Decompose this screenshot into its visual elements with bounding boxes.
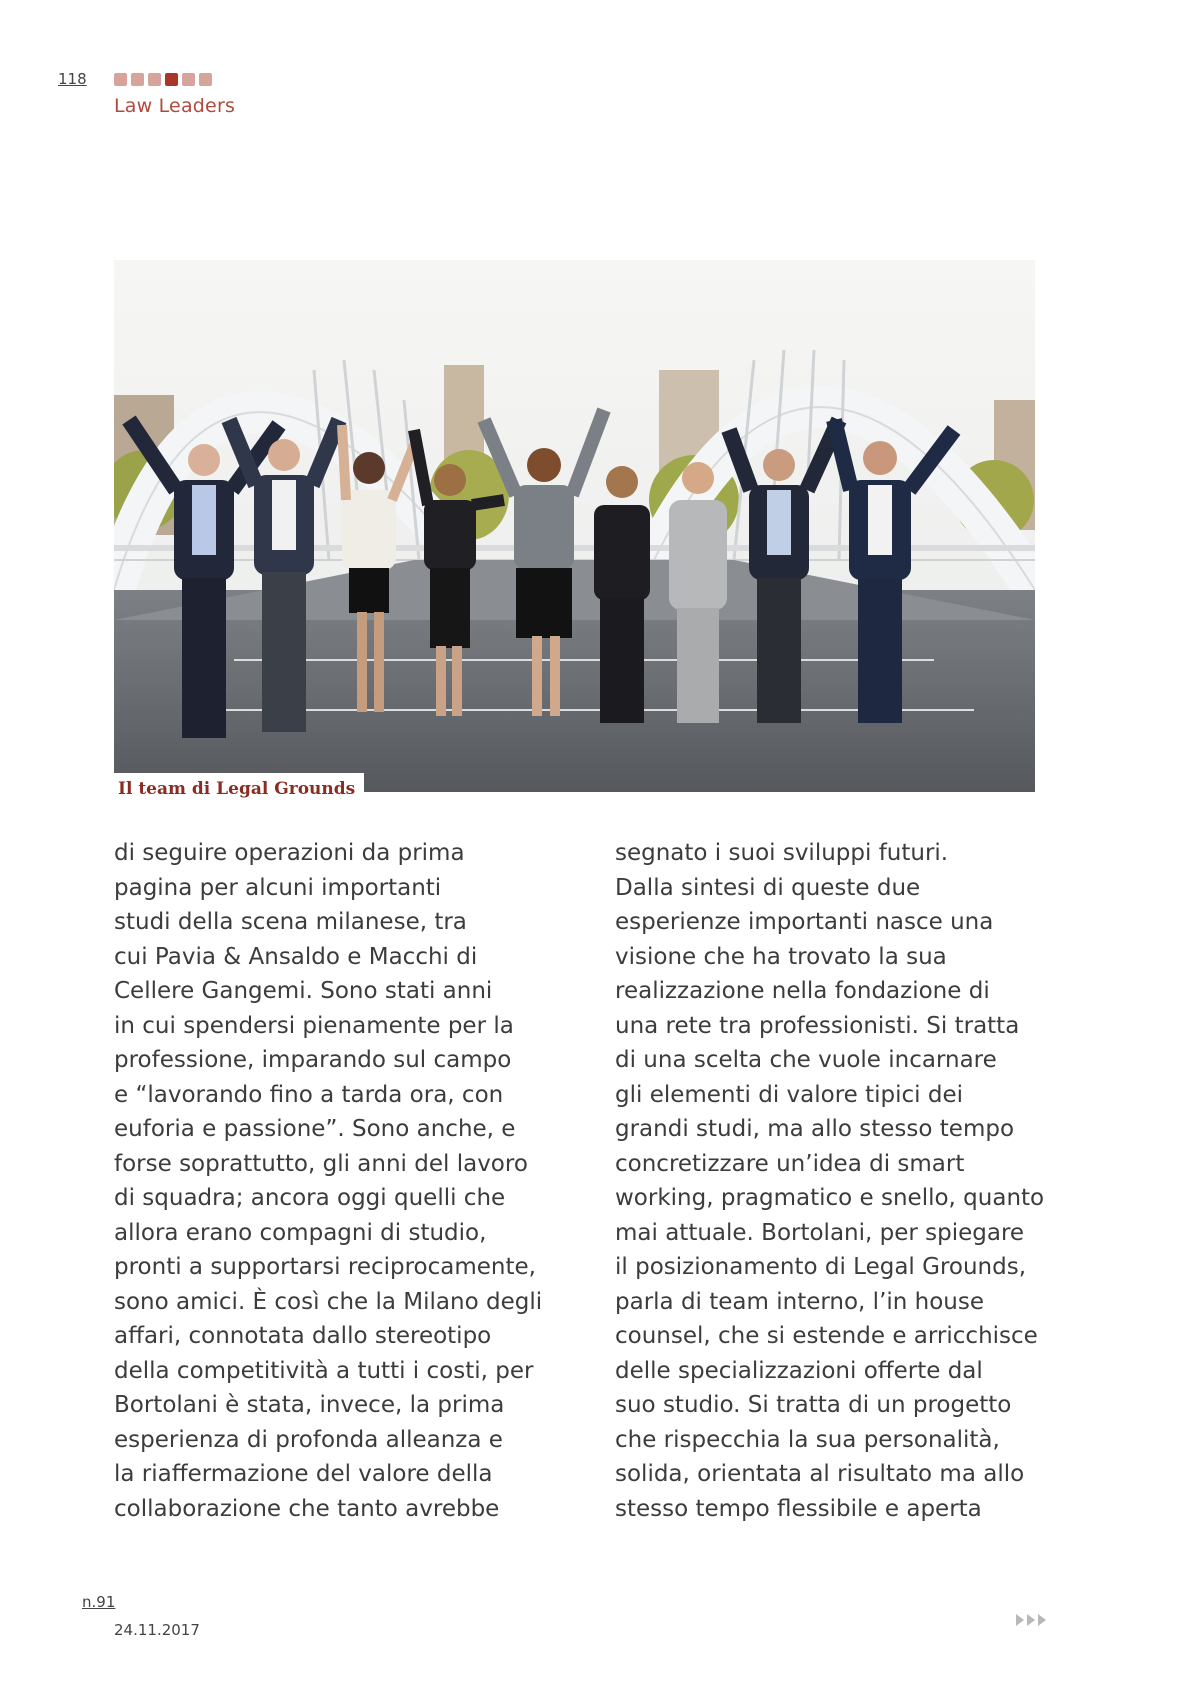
text-line: mai attuale. Bortolani, per spiegare [615,1219,1025,1246]
text-line: collaborazione che tanto avrebbe [114,1495,500,1522]
text-line: in cui spendersi pienamente per la [114,1012,514,1039]
indicator-square [182,73,195,86]
text-line: esperienza di profonda alleanza e [114,1426,503,1453]
section-title: Law Leaders [114,95,236,117]
text-line: la riaffermazione del valore della [114,1461,493,1487]
text-line: euforia e passione”. Sono anche, e [114,1116,516,1142]
text-line: working, pragmatico e snello, quanto [615,1185,1045,1211]
arrow-right-icon [1027,1614,1035,1626]
next-page-arrows-icon[interactable] [1016,1614,1046,1626]
text-line: di una scelta che vuole incarnare [615,1047,997,1073]
text-line: il posizionamento di Legal Grounds, [615,1254,1027,1280]
text-line: e “lavorando fino a tarda ora, con [114,1081,504,1108]
text-line: grandi studi, ma allo stesso tempo [615,1116,1015,1142]
text-line: solida, orientata al risultato ma allo [615,1461,1025,1487]
text-line: gli elementi di valore tipici dei [615,1081,963,1108]
text-line: segnato i suoi sviluppi futuri. [615,840,949,866]
page-number: 118 [58,70,87,88]
text-column-right [615,836,1055,1526]
indicator-square [114,73,127,86]
text-line: pronti a supportarsi reciprocamente, [114,1254,536,1280]
text-line: stesso tempo flessibile e aperta [615,1495,982,1522]
arrow-right-icon [1038,1614,1046,1626]
text-line: forse soprattutto, gli anni del lavoro [114,1150,528,1177]
text-line: di squadra; ancora oggi quelli che [114,1185,506,1211]
text-line: cui Pavia & Ansaldo e Macchi di [114,943,478,970]
indicator-square [199,73,212,86]
text-line: parla di team interno, l’in house [615,1288,985,1315]
text-line: visione che ha trovato la sua [615,943,947,970]
photo-caption: Il team di Legal Grounds [114,773,364,805]
text-line: counsel, che si estende e arricchisce [615,1323,1038,1349]
text-line: concretizzare un’idea di smart [615,1150,965,1177]
text-line: allora erano compagni di studio, [114,1219,487,1246]
indicator-square-active [165,73,178,86]
text-line: esperienze importanti nasce una [615,909,994,935]
text-line: della competitività a tutti i costi, per [114,1357,534,1384]
text-line: Dalla sintesi di queste due [615,874,921,901]
text-line: sono amici. È così che la Milano degli [114,1288,543,1315]
text-line: una rete tra professionisti. Si tratta [615,1012,1020,1039]
text-line: suo studio. Si tratta di un progetto [615,1392,1012,1418]
team-photo [114,260,1035,792]
indicator-square [148,73,161,86]
text-line: Cellere Gangemi. Sono stati anni [114,978,493,1004]
text-line: pagina per alcuni importanti [114,874,442,901]
text-line: che rispecchia la sua personalità, [615,1426,1000,1453]
text-column-left [114,836,554,1526]
text-line: di seguire operazioni da prima [114,840,465,866]
text-line: professione, imparando sul campo [114,1047,512,1073]
text-line: Bortolani è stata, invece, la prima [114,1392,505,1418]
text-line: studi della scena milanese, tra [114,909,467,935]
issue-date: 24.11.2017 [114,1621,200,1639]
section-indicator [114,73,212,86]
text-line: affari, connotata dallo stereotipo [114,1323,492,1349]
arrow-right-icon [1016,1614,1024,1626]
text-line: realizzazione nella fondazione di [615,978,990,1004]
indicator-square [131,73,144,86]
issue-number: n.91 [82,1593,116,1611]
text-line: delle specializzazioni offerte dal [615,1357,983,1384]
